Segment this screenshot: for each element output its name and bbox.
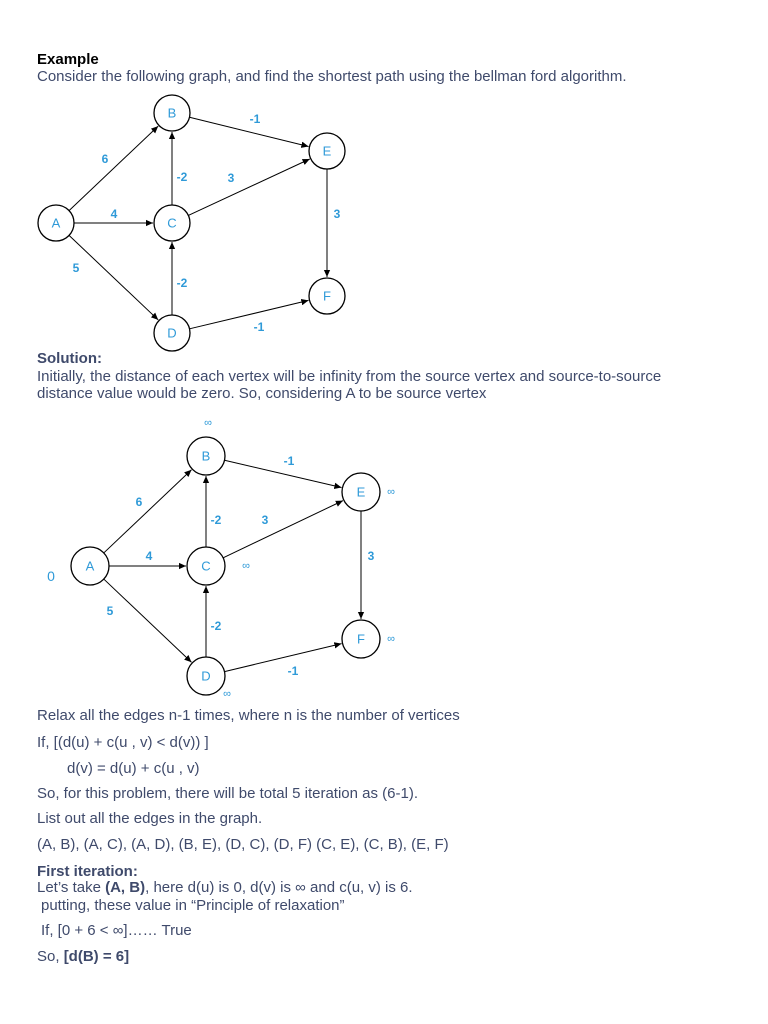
g1-weight-c-e: 3 bbox=[227, 171, 235, 185]
distance-label-a: 0 bbox=[47, 568, 55, 584]
g1-weight-a-d: 5 bbox=[72, 261, 80, 275]
g1-weight-d-f: -1 bbox=[253, 320, 265, 334]
g2-weight-a-d: 5 bbox=[106, 604, 114, 618]
g1-node-label-b: B bbox=[167, 105, 177, 121]
relax-condition: If, [(d(u) + c(u , v) < d(v)) ] bbox=[37, 734, 209, 751]
g2-node-label-d: D bbox=[201, 668, 211, 684]
distance-label-e: ∞ bbox=[387, 486, 395, 498]
take-prefix: Let’s take bbox=[37, 879, 106, 896]
solution-heading: Solution: bbox=[37, 350, 102, 367]
g2-weight-b-e: -1 bbox=[283, 454, 295, 468]
distance-label-f: ∞ bbox=[387, 633, 395, 645]
g2-weight-a-b: 6 bbox=[135, 495, 143, 509]
solution-line-1: Initially, the distance of each vertex will be infinity from the source vertex and source-to-source bbox=[37, 368, 662, 385]
relax-update: d(v) = d(u) + c(u , v) bbox=[67, 760, 200, 777]
g2-weight-d-c: -2 bbox=[210, 619, 222, 633]
g2-edge-a-d bbox=[104, 579, 192, 662]
g1-weight-e-f: 3 bbox=[333, 207, 341, 221]
g2-weight-a-c: 4 bbox=[145, 549, 153, 563]
g2-node-label-e: E bbox=[356, 484, 366, 500]
g2-weight-c-e: 3 bbox=[261, 513, 269, 527]
first-iteration-heading: First iteration: bbox=[37, 863, 138, 880]
take-edge: (A, B) bbox=[105, 879, 146, 896]
g1-node-label-f: F bbox=[323, 288, 331, 304]
relax-line: Relax all the edges n-1 times, where n is the number of vertices bbox=[37, 707, 460, 724]
example-heading: Example bbox=[37, 51, 99, 68]
first-iteration-result bbox=[37, 948, 129, 965]
g1-node-label-d: D bbox=[167, 325, 177, 341]
g2-node-label-b: B bbox=[201, 448, 211, 464]
first-iteration-putting: putting, these value in “Principle of relaxation” bbox=[41, 897, 345, 914]
g2-node-label-c: C bbox=[201, 558, 211, 574]
g1-weight-a-b: 6 bbox=[101, 152, 109, 166]
g2-node-label-f: F bbox=[357, 631, 365, 647]
first-iteration-take bbox=[37, 879, 413, 896]
take-suffix: , here d(u) is 0, d(v) is ∞ and c(u, v) is 6. bbox=[145, 879, 413, 896]
g2-edge-a-b bbox=[104, 470, 192, 553]
g1-weight-c-b: -2 bbox=[176, 170, 188, 184]
g1-node-label-e: E bbox=[322, 143, 332, 159]
g2-node-label-a: A bbox=[85, 558, 95, 574]
edge-list-intro: List out all the edges in the graph. bbox=[37, 810, 263, 827]
g1-weight-a-c: 4 bbox=[110, 207, 118, 221]
g1-weight-d-c: -2 bbox=[176, 276, 188, 290]
solution-line-2: distance value would be zero. So, considering A to be source vertex bbox=[37, 385, 487, 402]
g1-node-label-c: C bbox=[167, 215, 177, 231]
result-prefix: So, bbox=[37, 948, 64, 965]
first-iteration-check: If, [0 + 6 < ∞]…… True bbox=[41, 922, 192, 939]
g2-weight-d-f: -1 bbox=[287, 664, 299, 678]
g2-weight-e-f: 3 bbox=[367, 549, 375, 563]
g1-node-label-a: A bbox=[51, 215, 61, 231]
example-intro: Consider the following graph, and find the shortest path using the bellman ford algorithm. bbox=[37, 68, 627, 85]
distance-label-c: ∞ bbox=[242, 560, 250, 572]
g2-edge-d-f bbox=[224, 644, 341, 672]
distance-label-d: ∞ bbox=[223, 688, 231, 700]
g1-weight-b-e: -1 bbox=[249, 112, 261, 126]
g2-edge-c-e bbox=[223, 501, 343, 558]
result-value: [d(B) = 6] bbox=[63, 948, 130, 965]
distance-label-b: ∞ bbox=[204, 417, 212, 429]
iteration-count: So, for this problem, there will be total 5 iteration as (6-1). bbox=[37, 785, 419, 802]
edge-list: (A, B), (A, C), (A, D), (B, E), (D, C), (D, F) (C, E), (C, B), (E, F) bbox=[37, 836, 449, 853]
g2-weight-c-b: -2 bbox=[210, 513, 222, 527]
